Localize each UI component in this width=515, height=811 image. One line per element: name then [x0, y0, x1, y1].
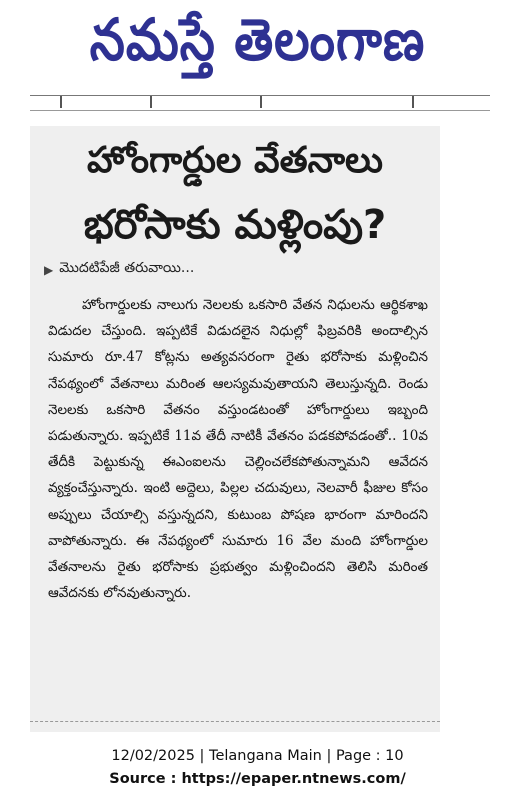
- article-headline-line1: హోంగార్డుల వేతనాలు: [87, 140, 383, 181]
- clipping-bottom-edge: [30, 721, 440, 732]
- source-info: Source : https://epaper.ntnews.com/: [109, 771, 406, 787]
- continued-from-text: మొదటిపేజీ తరువాయి...: [59, 260, 195, 276]
- edition-info: 12/02/2025 | Telangana Main | Page : 10: [111, 748, 404, 764]
- edge-mark: [150, 96, 152, 108]
- article-clipping: [30, 126, 440, 732]
- newspaper-masthead: [0, 0, 515, 95]
- edge-mark: [412, 96, 414, 108]
- clipping-top-edge: [30, 95, 490, 111]
- masthead-title: నమస్తే తెలంగాణ: [89, 6, 426, 74]
- triangle-right-icon: ▶: [44, 262, 54, 277]
- edge-mark: [260, 96, 262, 108]
- edge-mark: [60, 96, 62, 108]
- article-headline-line2: భరోసాకు మళ్లింపు?: [83, 202, 387, 248]
- continued-from-note: [44, 260, 194, 279]
- article-body: హోంగార్డులకు నాలుగు నెలలకు ఒకసారి వేతన నిధులను ఆర్థికశాఖ విడుదల చేస్తుంది. ఇప్పటికే విడుదలైన నిధుల్లో ఫిబ్రవరికి అందాల్సిన సుమారు రూ.47 కోట్లను అత్యవసరంగా రైతు భరోసాకు మళ్లించిన నేపథ్యంలో వేతనాలు మరింత ఆలస్యమవుతాయని తెలుస్తున్నది. రెండు నెలలకు ఒకసారి వేతనం వస్తుండటంతో హోంగార్డులు ఇబ్బంది పడుతున్నారు. ఇప్పటికే 11వ తేదీ నాటికీ వేతనం పడకపోవడంతో.. 10వ తేదీకి పెట్టుకున్న ఈఎంఐలను చెల్లించలేకపోతున్నామని ఆవేదన వ్యక్తంచేస్తున్నారు. ఇంటి అద్దెలు, పిల్లల చదువులు, నెలవారీ ఫీజుల కోసం అప్పులు చేయాల్సి వస్తున్నదని, కుటుంబ పోషణ భారంగా మారిందని వాపోతున్నారు. ఈ నేపథ్యంలో సుమారు 16 వేల మంది హోంగార్డుల వేతనాలను రైతు భరోసాకు ప్రభుత్వం మళ్లించిందని తెలిసి మరింత ఆవేదనకు లోనవుతున్నారు.: [48, 297, 428, 602]
